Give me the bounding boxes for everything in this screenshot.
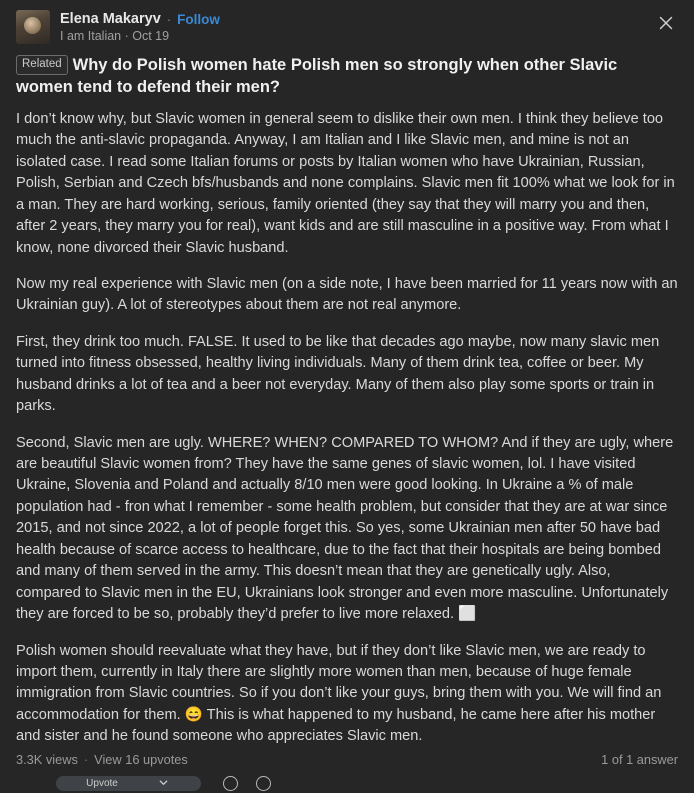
answer-paragraph: I don’t know why, but Slavic women in general seem to dislike their own men. I think they believe too much the anti-slavic propaganda. Anyway, I am Italian and I like Slavic men, and mine is not an isolated case. I read some Italian forums or posts by Italian women who have Ukrainian, Russian, Polish, Serbian and Czech bfs/husbands and none complains. Slavic men fit 100% what we look for in a man. They are hard working, serious, family oriented (they say that they will marry you and then, after 2 years, they marry you for real), want kids and are still masculine in a positive way. From what I know, none divorced their Slavic husband. [16, 110, 675, 256]
follow-button[interactable]: Follow [177, 11, 220, 27]
author-credential: I am Italian · Oct 19 [60, 29, 170, 43]
action-bar [0, 773, 694, 793]
close-icon[interactable] [654, 11, 678, 35]
upvote-label: Upvote [86, 777, 118, 789]
answer-paragraph: Polish women should reevaluate what they have, but if they don’t like Slavic men, we are ready to import them, currently in Italy there are slightly more women than men, because of huge female immigration from Slavic countries. So if you don’t like your guys, bring them with you. We will find an accommodation for them. 😄 This is what happened to my husband, he came here after his mother and sister and he found someone who appreciates Slavic men. [16, 642, 662, 745]
answer-paragraph: Second, Slavic men are ugly. WHERE? WHEN? COMPARED TO WHOM? And if they are ugly, where are beautiful Slavic women from? They have the same genes of slavic women, lol. I have visited Ukraine, Slovenia and Poland and actually 8/10 men were good looking. In Ukraine a % of male population had - fron what I remember - some health problem, but consider that they are at war since 2015, and not since 2022, a lot of people forget this. So yes, some Ukrainian men after 50 have bad health because of scarce access to healthcare, due to the fact that their hospitals are being bombed and many of them served in the army. This doesn’t mean that they are genetically ugly. Also, compared to Slavic men in the EU, Ukrainians look stronger and even more masculine. Unfortunately they are forced to be so, probably they’d prefer to live more relaxed. ⬜ [16, 434, 674, 623]
author-block [60, 10, 644, 43]
question-title[interactable]: Why do Polish women hate Polish men so strongly when other Slavic women tend to defend their men? [16, 56, 618, 96]
related-badge: Related [16, 55, 68, 75]
answer-body [16, 109, 678, 748]
answer-count: 1 of 1 answer [601, 752, 678, 767]
post-header [16, 10, 678, 44]
footer-stats [16, 752, 188, 767]
share-icon[interactable] [256, 776, 271, 791]
answer-paragraph: Now my real experience with Slavic men (on a side note, I have been married for 11 years now with an Ukrainian guy). A lot of stereotypes about them are not real anymore. [16, 275, 678, 314]
upvote-button[interactable] [56, 776, 201, 791]
footer-separator: · [83, 752, 89, 767]
comment-icon[interactable] [223, 776, 238, 791]
author-separator: · [166, 11, 172, 27]
question-block [16, 55, 678, 99]
answer-footer [16, 752, 678, 767]
author-line [60, 11, 644, 27]
views-count[interactable]: 3.3K views [16, 752, 78, 767]
answer-paragraph: First, they drink too much. FALSE. It used to be like that decades ago maybe, now many slavic men turned into fitness obsessed, healthy living individuals. Many of them drink tea, coffee or beer. My husband drinks a lot of tea and a beer not everyday. Many of them also play some sports or train in parks. [16, 333, 660, 415]
chevron-down-icon[interactable] [158, 777, 171, 790]
avatar[interactable] [16, 10, 50, 44]
author-name[interactable]: Elena Makaryv [60, 11, 161, 27]
upvotes-link[interactable]: View 16 upvotes [94, 752, 188, 767]
secondary-actions [223, 776, 271, 791]
